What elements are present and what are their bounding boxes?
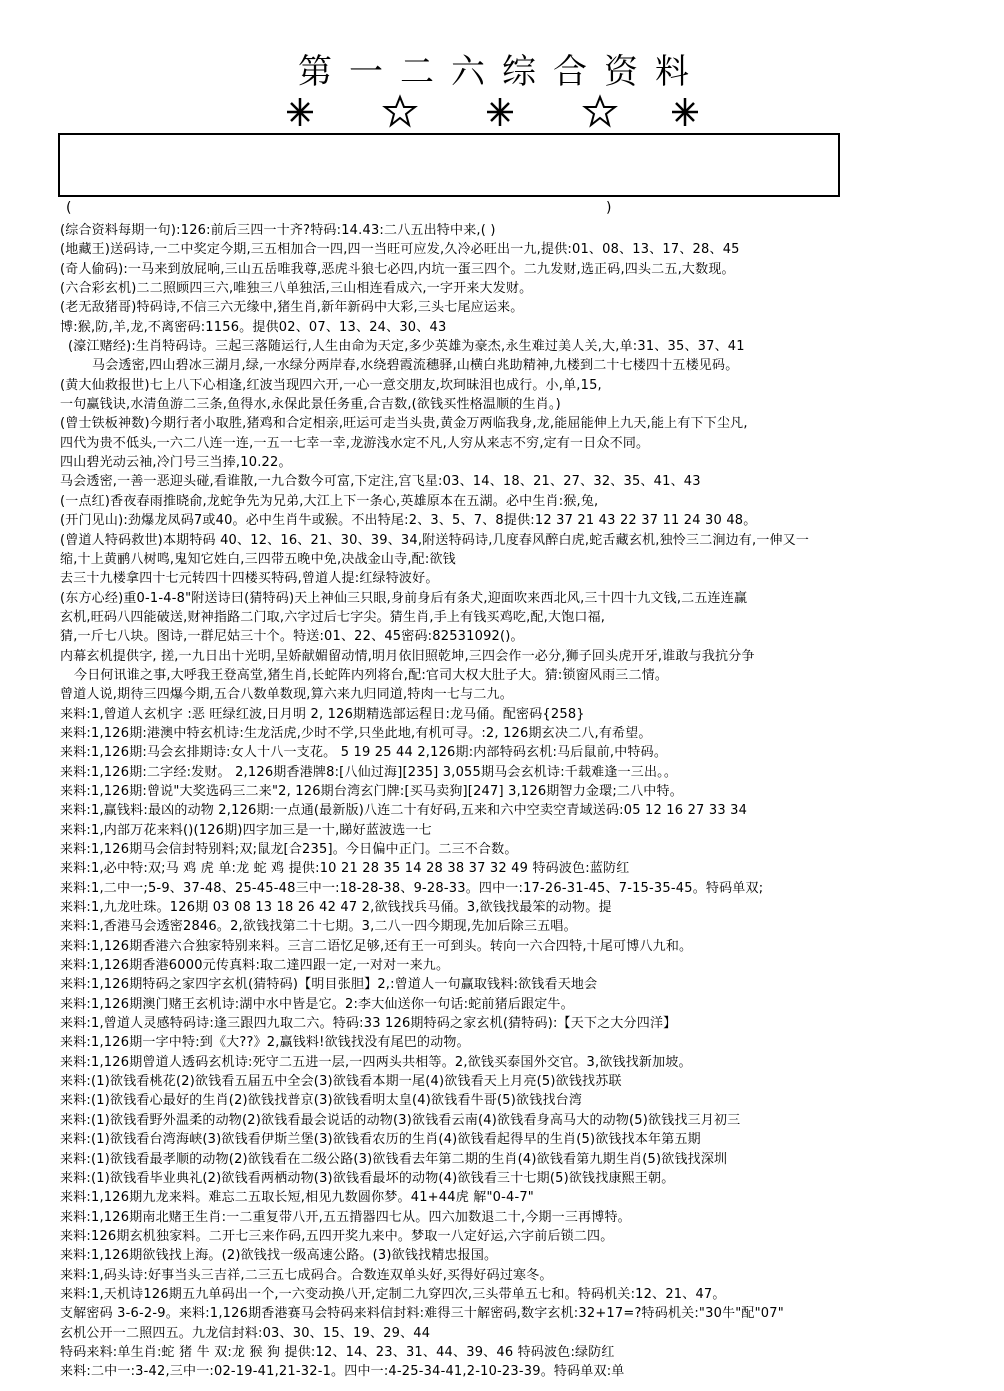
text-line: 内幕玄机提供字, 搓,一九日出十光明,呈娇献媚留动情,明月依旧照乾坤,三四会作一必分,狮子回头虎开牙,谁敢与我抗分争 bbox=[60, 648, 755, 664]
text-line: 来料:1,126期:曾说"大奖选码三二来"2, 126期台湾玄门牌:[买马卖狗][247] 3,126期智力金環;二八中特。 bbox=[60, 783, 683, 799]
open-bracket: ( bbox=[66, 200, 72, 216]
text-line: 来料:1,天机诗126期五九单码出一个,一六变动换八开,定制二九穿四次,三头带单五七和。特码机关:12、21、47。 bbox=[60, 1286, 726, 1302]
asterisk-icon bbox=[672, 98, 698, 126]
text-line: (奇人偷码):一马来到放屁响,三山五岳唯我尊,恶虎斗狼七必四,内坑一蛋三四个。二九发财,选正码,四头二五,大数现。 bbox=[60, 261, 735, 277]
header-decoration bbox=[260, 90, 720, 130]
text-line: (东方心经)重0-1-4-8"附送诗曰(猜特码)天上神仙三只眼,身前身后有条犬,迎面吹来西北风,三十四十九文钱,二五连连赢 bbox=[60, 590, 748, 606]
text-line: 支解密码 3-6-2-9。来料:1,126期香港赛马会特码来料信封料:难得三十解密码,数字玄机:32+17=?特码机关:"30牛"配"07" bbox=[60, 1306, 784, 1322]
text-line: 来料:(1)欲钱看台湾海峡(3)欲钱看伊斯兰堡(3)欲钱看农历的生肖(4)欲钱看起得早的生肖(5)欲钱找本年第五期 bbox=[60, 1132, 701, 1148]
text-line: 来料:1,126期一字中特:到《大??》2,赢钱料!欲钱找没有尾巴的动物。 bbox=[60, 1035, 470, 1051]
text-line: 来料:1,赢钱料:最凶的动物 2,126期:一点通(最新版)八连二十有好码,五来和六中空卖空青域送码:05 12 16 27 33 34 bbox=[60, 803, 748, 819]
text-line: 来料:(1)欲钱看桃花(2)欲钱看五届五中全会(3)欲钱看本期一尾(4)欲钱看天上月亮(5)欲钱找苏联 bbox=[60, 1074, 622, 1090]
asterisk-icon bbox=[487, 98, 513, 126]
text-line: 来料:1,126期:港澳中特玄机诗:生龙活虎,少时不学,只坐此地,有机可寻。:2, 126期玄决二八,有希望。 bbox=[60, 725, 652, 741]
star-icon bbox=[385, 97, 415, 125]
page-title: 第一二六综合资料 bbox=[298, 52, 706, 92]
text-line: 四山碧光动云袖,冷门号三当捧,10.22。 bbox=[60, 455, 292, 471]
text-line: 来料:(1)欲钱看野外温柔的动物(2)欲钱看最会说话的动物(3)欲钱看云南(4)欲钱看身高马大的动物(5)欲钱找三月初三 bbox=[60, 1112, 741, 1128]
text-line: 来料:(1)欲钱看心最好的生肖(2)欲钱找普京(3)欲钱看明太皇(4)欲钱看牛哥(5)欲钱找台湾 bbox=[60, 1093, 583, 1109]
text-line: 来料:1,126期:二字经:发财。 2,126期香港牌8:[八仙过海][235] 3,055期马会玄机诗:千载难逢一三出。。 bbox=[60, 764, 678, 780]
text-line: 特码来料:单生肖:蛇 猪 牛 双:龙 猴 狗 提供:12、14、23、31、44、39、46 特码波色:绿防红 bbox=[60, 1344, 615, 1360]
text-line: 来料:二中一:3-42,三中一:02-19-41,21-32-1。四中一:4-25-34-41,2-10-23-39。特码单双:单 bbox=[60, 1364, 625, 1380]
text-line: (曾士铁板神数)今期行者小取胜,猪鸡和合定相亲,旺运可走当头贵,黄金万两临我身,龙,能屈能伸上九天,能上有下下尘凡, bbox=[60, 416, 748, 432]
text-line: 玄机,旺码八四能破送,财神指路二门取,六字过后七字尖。猜生肖,手上有钱买鸡吃,配,大饱口福, bbox=[60, 609, 606, 625]
text-line: 来料:1,126期欲钱找上海。(2)欲钱找一级高速公路。(3)欲钱找精忠报国。 bbox=[60, 1248, 498, 1264]
text-line: 来料:1,九龙吐珠。126期 03 08 13 18 26 42 47 2,欲钱找兵马俑。3,欲钱找最笨的动物。提 bbox=[60, 900, 612, 916]
bracket-line bbox=[66, 200, 626, 222]
text-line: 来料:1,126期南北赌王生肖:一二重复带八开,五五揹器四七从。四六加数退二十,今期一三再博特。 bbox=[60, 1209, 631, 1225]
text-line: 四代为贵不低头,一六二八连一连,一五一七幸一幸,龙游浅水定不凡,人穷从来志不穷,定有一日众不同。 bbox=[60, 435, 650, 451]
star-icon bbox=[585, 97, 615, 125]
text-line: 今日何讯谁之事,大呼我王登高堂,猪生肖,长蛇阵内列将台,配:官司大权大肚子大。猜:锁窗风雨三二情。 bbox=[74, 667, 669, 683]
text-line: 玄机公开一二照四五。九龙信封料:03、30、15、19、29、44 bbox=[60, 1325, 431, 1341]
text-line: (黄大仙救报世)七上八下心相逢,红波当现四六开,一心一意交朋友,坎珂昧泪也成行。小,单,15, bbox=[60, 377, 602, 393]
text-line: 一句赢钱诀,水清鱼游二三条,鱼得水,永保此景任务重,合吉数,(欲钱买性格温顺的生肖。) bbox=[60, 397, 561, 413]
text-line: 缩,十上黄鹂八树鸣,鬼知它姓白,三四带五晚中免,决战金山寺,配:欲钱 bbox=[60, 551, 456, 567]
text-line: 来料:1,香港马会透密2846。2,欲钱找第二十七期。3,二八一四今期现,先加后除三五唱。 bbox=[60, 919, 577, 935]
text-line: 来料:1,126期香港六合独家特别来料。三言二语忆足够,还有王一可到头。转向一六合四特,十尾可博八九和。 bbox=[60, 938, 693, 954]
text-line: (濠江赌经):生肖特码诗。三起三落随运行,人生由命为天定,多少英雄为豪杰,永生难过美人关,大,单:31、35、37、41 bbox=[68, 339, 745, 355]
text-line: 猜,一斤七八块。图诗,一群尼姑三十个。特送:01、22、45密码:82531092()。 bbox=[60, 629, 524, 645]
text-line: 来料:1,码头诗:好事当头三吉祥,二三五七成码合。合数连双单头好,买得好码过寒冬。 bbox=[60, 1267, 553, 1283]
text-line: 来料:1,126期:马会玄排期诗:女人十八一支花。 5 19 25 44 2,126期:内部特码玄机:马后鼠前,中特码。 bbox=[60, 745, 668, 761]
blank-box bbox=[58, 133, 840, 197]
text-line: (综合资料每期一句):126:前后三四一十齐?特码:14.43:二八五出特中来,( ) bbox=[60, 223, 496, 238]
text-line: 来料:1,126期九龙来料。难忘二五取长短,相见九数圆你梦。41+44虎 解"0-4-7" bbox=[60, 1190, 534, 1206]
text-line: 来料:1,126期香港6000元传真料:取二達四跟一定,一对对一来九。 bbox=[60, 958, 450, 974]
text-line: (开门见山):劲爆龙凤码7或40。必中生肖牛或猴。不出特尾:2、3、5、7、8提供:12 37 21 43 22 37 11 24 30 48。 bbox=[60, 513, 757, 529]
text-line: 来料:1,曾道人灵感特码诗:逢三跟四九取二六。特码:33 126期特码之家玄机(猜特码):【天下之大分四洋】 bbox=[60, 1016, 677, 1032]
content-lines bbox=[60, 221, 960, 1382]
text-line: 去三十九楼拿四十七元转四十四楼买特码,曾道人提:红绿特波好。 bbox=[60, 571, 439, 587]
text-line: 来料:1,126期澳门赌王玄机诗:湖中水中皆是它。2:李大仙送你一句话:蛇前猪后跟定牛。 bbox=[60, 996, 574, 1012]
text-line: (六合彩玄机)二二照顾四三六,唯独三八单独活,三山相连看成六,一字开来大发财。 bbox=[60, 281, 533, 297]
text-line: 来料:(1)欲钱看最孝顺的动物(2)欲钱看在二级公路(3)欲钱看去年第二期的生肖(4)欲钱看第九期生肖(5)欲钱找深圳 bbox=[60, 1151, 728, 1167]
text-line: (老无敌猪哥)特码诗,不信三六无缘中,猪生肖,新年新码中大彩,三头七尾应运来。 bbox=[60, 300, 524, 316]
text-line: 曾道人说,期待三四爆今期,五合八数单数现,算六来九归同道,特肉一七与二九。 bbox=[60, 687, 513, 703]
text-line: (曾道人特码救世)本期特码 40、12、16、21、30、39、34,附送特码诗,几度春风醉白虎,蛇舌藏玄机,独怜三二涧边有,一伸又一 bbox=[60, 532, 810, 548]
text-line: 来料:1,内部万花来料()(126期)四字加三是一十,睇好蓝波选一七 bbox=[60, 822, 432, 838]
text-line: 来料:1,126期马会信封特别料;双;鼠龙[合235]。今日偏中正门。二三不合数。 bbox=[60, 842, 518, 857]
text-line: 来料:1,曾道人玄机字 :恶 旺绿红波,日月明 2, 126期精选部运程日:龙马俑。配密码{258} bbox=[60, 706, 585, 722]
text-line: 来料:(1)欲钱看毕业典礼(2)欲钱看两栖动物(3)欲钱看最坏的动物(4)欲钱看三十七期(5)欲钱找康熙王朝。 bbox=[60, 1170, 675, 1186]
text-line: 马会透密,四山碧冰三湖月,绿,一水绿分两岸春,水绕碧霞流穗驿,山横白兆助精神,九楼到二十七楼四十五楼见码。 bbox=[92, 358, 739, 374]
asterisk-icon bbox=[287, 98, 313, 126]
text-line: 来料:1,必中特:双;马 鸡 虎 单:龙 蛇 鸡 提供:10 21 28 35 14 28 38 37 32 49 特码波色:蓝防红 bbox=[60, 861, 630, 877]
text-line: 来料:1,126期曾道人透码玄机诗:死守二五进一层,一四两头共相等。2,欲钱买泰国外交官。3,欲钱找新加坡。 bbox=[60, 1054, 692, 1070]
text-line: 来料:126期玄机独家料。二开七三来作码,五四开奖九来中。梦取一八定好运,六字前后锁二四。 bbox=[60, 1228, 614, 1244]
text-line: 来料:1,二中一;5-9、37-48、25-45-48三中一:18-28-38、9-28-33。四中一:17-26-31-45、7-15-35-45。特码单双; bbox=[60, 880, 764, 896]
text-line: (地藏王)送码诗,一二中奖定今期,三五相加合一四,四一当旺可应发,久冷必旺出一九,提供:01、08、13、17、28、45 bbox=[60, 242, 740, 258]
text-line: 马会透密,一善一恶迎头碰,看谁散,一九合数今可富,下定注,宫飞星:03、14、18、21、27、32、35、41、43 bbox=[60, 474, 701, 490]
close-bracket: ) bbox=[606, 200, 612, 216]
text-line: 来料:1,126期特码之家四字玄机(猜特码)【明目张胆】2,:曾道人一句赢取钱料:欲钱看天地会 bbox=[60, 977, 598, 993]
text-line: (一点红)香夜春雨推晓俞,龙蛇争先为兄弟,大江上下一条心,英雄原本在五湖。必中生肖:猴,兔, bbox=[60, 493, 599, 509]
text-line: 博:猴,防,羊,龙,不离密码:1156。提供02、07、13、24、30、43 bbox=[60, 319, 447, 335]
